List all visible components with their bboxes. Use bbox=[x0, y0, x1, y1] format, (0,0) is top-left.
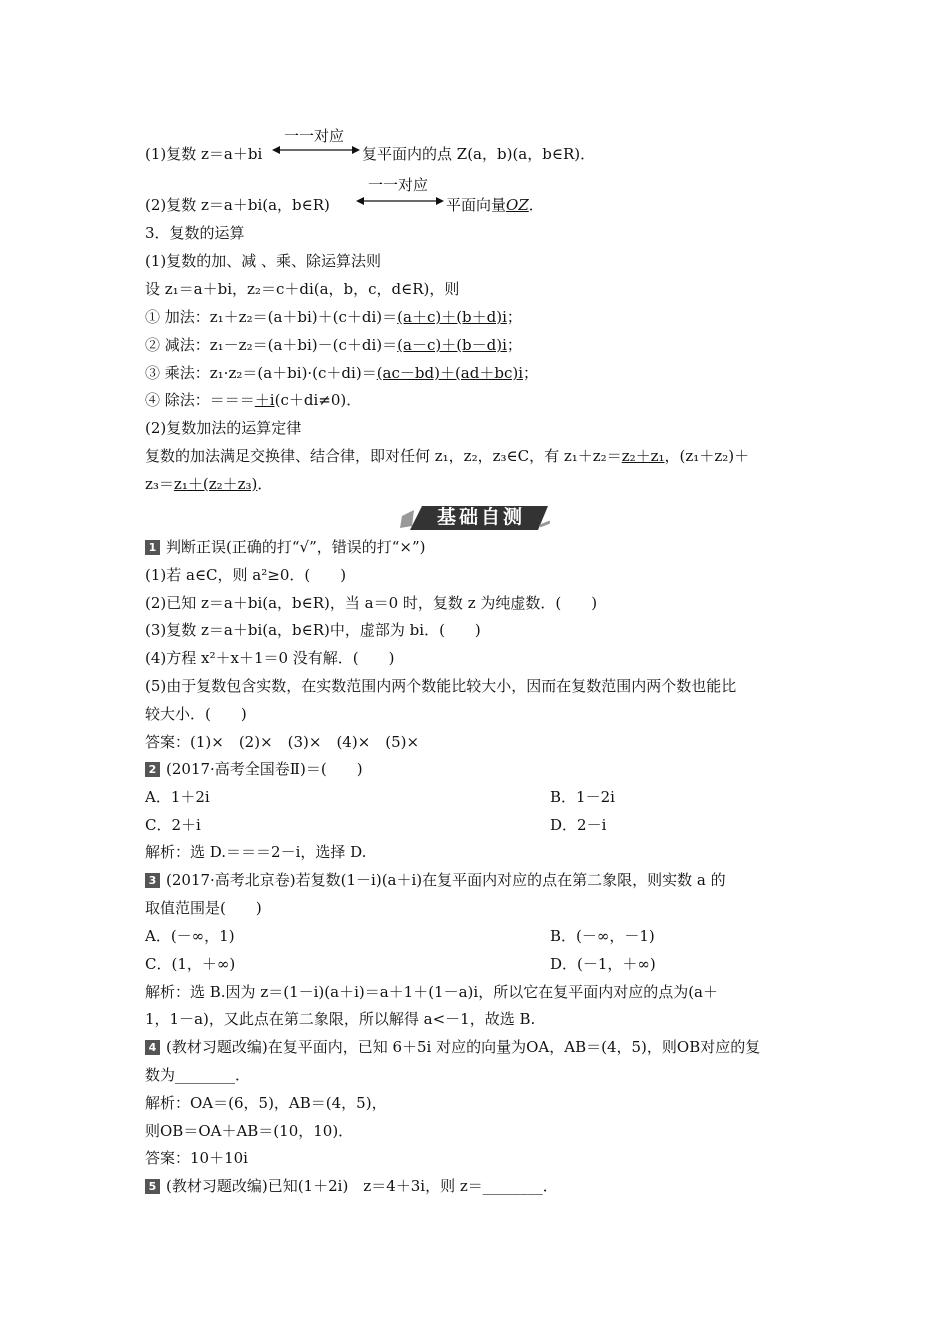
rule-div-text: ④ 除法：＝＝＝ bbox=[145, 391, 255, 409]
rule-div-answer: ＋i bbox=[254, 391, 275, 409]
banner-title: 基础自测 bbox=[436, 506, 525, 528]
law-answer-2: z₁＋(z₂＋z₃) bbox=[173, 475, 258, 493]
mapping-right-1: 复平面内的点 Z(a，b)(a，b∈R)． bbox=[362, 145, 596, 163]
mapping-label-2: 一一对应 bbox=[368, 176, 429, 194]
law-mid: ，(z₁＋z₂)＋ bbox=[664, 447, 750, 465]
q2-option-d: D．2－i bbox=[550, 816, 607, 834]
mapping-left-1: (1)复数 z＝a＋bi bbox=[145, 145, 263, 163]
rule-mul bbox=[145, 363, 538, 383]
q1-item: 较大小．( ) bbox=[145, 705, 247, 723]
question-3-stem-2: 取值范围是( ) bbox=[145, 899, 262, 917]
q3-option-a: A．(－∞，1) bbox=[145, 927, 235, 945]
q3-option-c: C．(1，＋∞) bbox=[145, 955, 236, 973]
rule-sub-end: ； bbox=[506, 336, 522, 354]
q3-solution-1: 解析：选 B.因为 z＝(1－i)(a＋i)＝a＋1＋(1－a)i，所以它在复平面内对应的点为(a＋ bbox=[145, 983, 718, 1001]
question-4-stem bbox=[145, 1037, 760, 1057]
q2-option-a: A．1＋2i bbox=[145, 788, 210, 806]
q4-answer: 答案：10＋10i bbox=[145, 1149, 248, 1167]
rule-mul-text: ③ 乘法：z₁·z₂＝(a＋bi)·(c＋di)＝ bbox=[145, 364, 377, 382]
section-title: 3．复数的运算 bbox=[145, 224, 245, 242]
question-5-stem bbox=[145, 1176, 558, 1196]
q1-item: (2)已知 z＝a＋bi(a，b∈R)，当 a＝0 时，复数 z 为纯虚数．( ) bbox=[145, 594, 598, 612]
mapping-right-text: 平面向量 bbox=[446, 196, 507, 214]
q4-solution-2: 则OB＝OA＋AB＝(10，10)． bbox=[145, 1122, 354, 1140]
question-2-stem bbox=[145, 759, 363, 779]
mapping-label-1: 一一对应 bbox=[284, 127, 345, 145]
law-line-2 bbox=[145, 474, 272, 494]
subsection-title: (1)复数的加、减 、乘、除运算法则 bbox=[145, 252, 382, 270]
question-number-badge: 2 bbox=[145, 762, 160, 777]
section-banner bbox=[400, 502, 550, 532]
q2-option-c: C．2＋i bbox=[145, 816, 201, 834]
law-line-1 bbox=[145, 446, 749, 466]
q2-solution: 解析：选 D.＝＝＝2－i，选择 D. bbox=[145, 843, 367, 861]
mapping-right-end: ． bbox=[528, 196, 544, 214]
question-number-badge: 1 bbox=[145, 540, 160, 555]
q1-item: (4)方程 x²＋x＋1＝0 没有解．( ) bbox=[145, 649, 395, 667]
law-answer-1: z₂＋z₁ bbox=[621, 447, 665, 465]
q3-solution-2: 1，1－a)，又此点在第二象限，所以解得 a<－1，故选 B. bbox=[145, 1010, 536, 1028]
question-number-badge: 4 bbox=[145, 1040, 160, 1055]
law2-text: z₃＝ bbox=[145, 475, 174, 493]
mapping-right-2 bbox=[446, 195, 544, 215]
question-5-text: (教材习题改编)已知(1＋2i) z＝4＋3i，则 z＝________． bbox=[166, 1177, 558, 1195]
double-arrow-icon bbox=[272, 143, 360, 157]
question-4-text: (教材习题改编)在复平面内，已知 6＋5i 对应的向量为OA，AB＝(4，5)，则OB对应的复 bbox=[166, 1038, 761, 1056]
rule-add bbox=[145, 307, 522, 327]
rule-add-answer: (a＋c)＋(b＋d)i bbox=[397, 308, 507, 326]
question-number-badge: 5 bbox=[145, 1179, 160, 1194]
law2-end: ． bbox=[257, 475, 273, 493]
rule-sub-answer: (a－c)＋(b－d)i bbox=[397, 336, 507, 354]
question-4-stem-2: 数为________． bbox=[145, 1066, 251, 1084]
q1-item: (5)由于复数包含实数，在实数范围内两个数能比较大小，因而在复数范围内两个数也能比 bbox=[145, 677, 737, 695]
double-arrow-icon bbox=[356, 194, 444, 208]
q1-item: (3)复数 z＝a＋bi(a，b∈R)中，虚部为 bi．( ) bbox=[145, 621, 481, 639]
q1-answer: 答案：(1)× (2)× (3)× (4)× (5)× bbox=[145, 733, 420, 751]
rule-mul-answer: (ac－bd)＋(ad＋bc)i bbox=[376, 364, 524, 382]
q3-option-b: B．(－∞，－1) bbox=[550, 927, 655, 945]
question-1-text: 判断正误(正确的打“√”，错误的打“×”) bbox=[166, 538, 426, 556]
rule-sub-text: ② 减法：z₁－z₂＝(a＋bi)－(c＋di)＝ bbox=[145, 336, 398, 354]
question-number-badge: 3 bbox=[145, 873, 160, 888]
rule-div-end: (c＋di≠0)． bbox=[274, 391, 362, 409]
subsection-title-2: (2)复数加法的运算定律 bbox=[145, 419, 302, 437]
setup-line: 设 z₁＝a＋bi，z₂＝c＋di(a，b，c，d∈R)，则 bbox=[145, 280, 460, 298]
rule-add-text: ① 加法：z₁＋z₂＝(a＋bi)＋(c＋di)＝ bbox=[145, 308, 398, 326]
rule-mul-end: ； bbox=[523, 364, 539, 382]
q2-option-b: B．1－2i bbox=[550, 788, 615, 806]
rule-div bbox=[145, 390, 361, 410]
law-text: 复数的加法满足交换律、结合律，即对任何 z₁，z₂，z₃∈C，有 z₁＋z₂＝ bbox=[145, 447, 622, 465]
rule-sub bbox=[145, 335, 522, 355]
q3-option-d: D．(－1，＋∞) bbox=[550, 955, 656, 973]
rule-add-end: ； bbox=[506, 308, 522, 326]
question-2-text: (2017·高考全国卷Ⅱ)＝( ) bbox=[166, 760, 363, 778]
q4-solution-1: 解析：OA＝(6，5)，AB＝(4，5)， bbox=[145, 1094, 387, 1112]
mapping-left-2: (2)复数 z＝a＋bi(a，b∈R) bbox=[145, 196, 330, 214]
question-3-stem bbox=[145, 870, 726, 890]
question-3-text: (2017·高考北京卷)若复数(1－i)(a＋i)在复平面内对应的点在第二象限，则实数 a 的 bbox=[166, 871, 726, 889]
question-1-stem bbox=[145, 537, 426, 557]
q1-item: (1)若 a∈C，则 a²≥0．( ) bbox=[145, 566, 347, 584]
vector-oz: OZ bbox=[506, 196, 529, 214]
